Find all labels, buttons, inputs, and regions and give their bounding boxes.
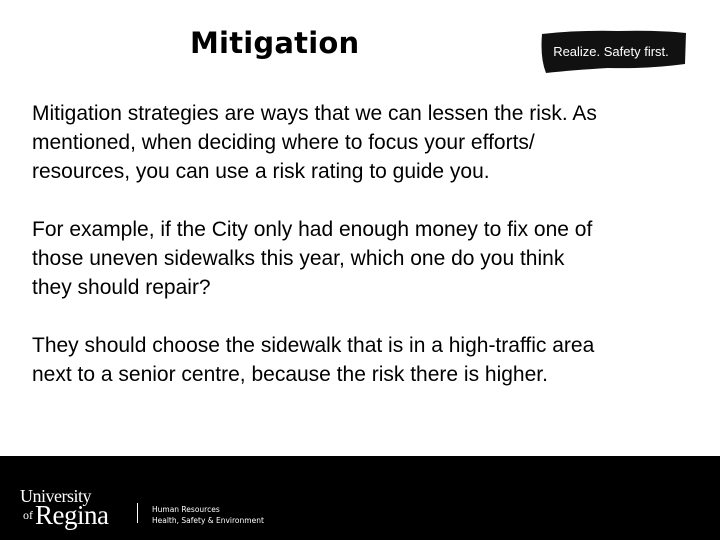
logo-university-text: University bbox=[20, 486, 91, 506]
paragraph-1: Mitigation strategies are ways that we can lessen the risk. As mentioned, when deciding where to focus your efforts/ resources, you can use a risk rating to guide you. bbox=[32, 102, 597, 183]
slide-body bbox=[32, 99, 697, 389]
slogan-banner bbox=[538, 28, 688, 74]
paragraph-2: For example, if the City only had enough money to fix one of those uneven sidewalks this year, which one do you think they should repair? bbox=[32, 218, 593, 299]
slide-title: Mitigation bbox=[190, 26, 360, 60]
slogan-text: Realize. Safety first. bbox=[553, 43, 669, 59]
logo-of-text: of bbox=[23, 508, 33, 522]
department-label bbox=[152, 504, 264, 526]
logo-regina-text: Regina bbox=[35, 500, 109, 530]
footer-divider bbox=[137, 503, 138, 523]
university-logo bbox=[20, 486, 120, 532]
paragraph-3: They should choose the sidewalk that is in a high-traffic area next to a senior centre, because the risk there is higher. bbox=[32, 334, 595, 386]
footer-bar bbox=[0, 456, 720, 540]
department-line-1: Human Resources bbox=[152, 505, 220, 514]
department-line-2: Health, Safety & Environment bbox=[152, 516, 264, 525]
